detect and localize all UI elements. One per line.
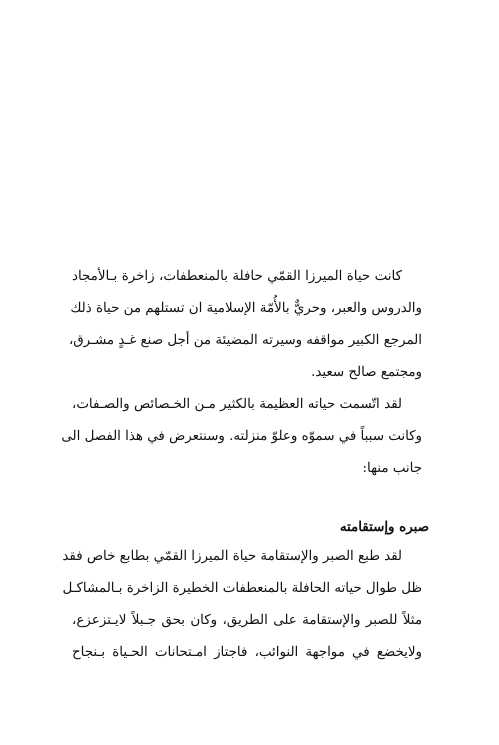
paragraph-line: ولايخضع في مواجهة النوائب، فاجتاز امـتحانات الحـياة بـنجاح [72,645,422,660]
paragraph-line: كانت حياة الميرزا القمّي حافلة بالمنعطفات، زاخرة بـالأمجاد [72,269,402,284]
section-heading: صبره وإستقامته [339,519,429,535]
paragraph-line: جانب منها: [362,461,422,476]
paragraph-line: ومجتمع صالح سعيد. [311,365,422,380]
paragraph-line: ظل طوال حياته الحافلة بالمنعطفات الخطيرة الزاخرة بـالمشاكـل [62,581,422,596]
paragraph-line: لقد طبع الصبر والإستقامة حياة الميرزا القمّي بطابع خاص فقد [62,549,402,564]
paragraph-line: المرجع الكبير مواقفه وسيرته المضيئة من أجل صنع غـدٍ مشـرق، [68,333,422,348]
paragraph-line: والدروس والعبر، وحريٌّ بالأُمّة الإسلامية ان تستلهم من حياة ذلك [70,301,422,316]
paragraph-line: وكانت سبباً في سموّه وعلوّ منزلته. وسنتعرض في هذا الفصل الى [61,429,422,444]
paragraph-line: مثلاً للصبر والإستقامة على الطريق، وكان بحق جـبلاً لايـتزعزع، [72,613,422,628]
paragraph-line: لقد اتّسمت حياته العظيمة بالكثير مـن الخـصائص والصـفات، [72,397,402,412]
